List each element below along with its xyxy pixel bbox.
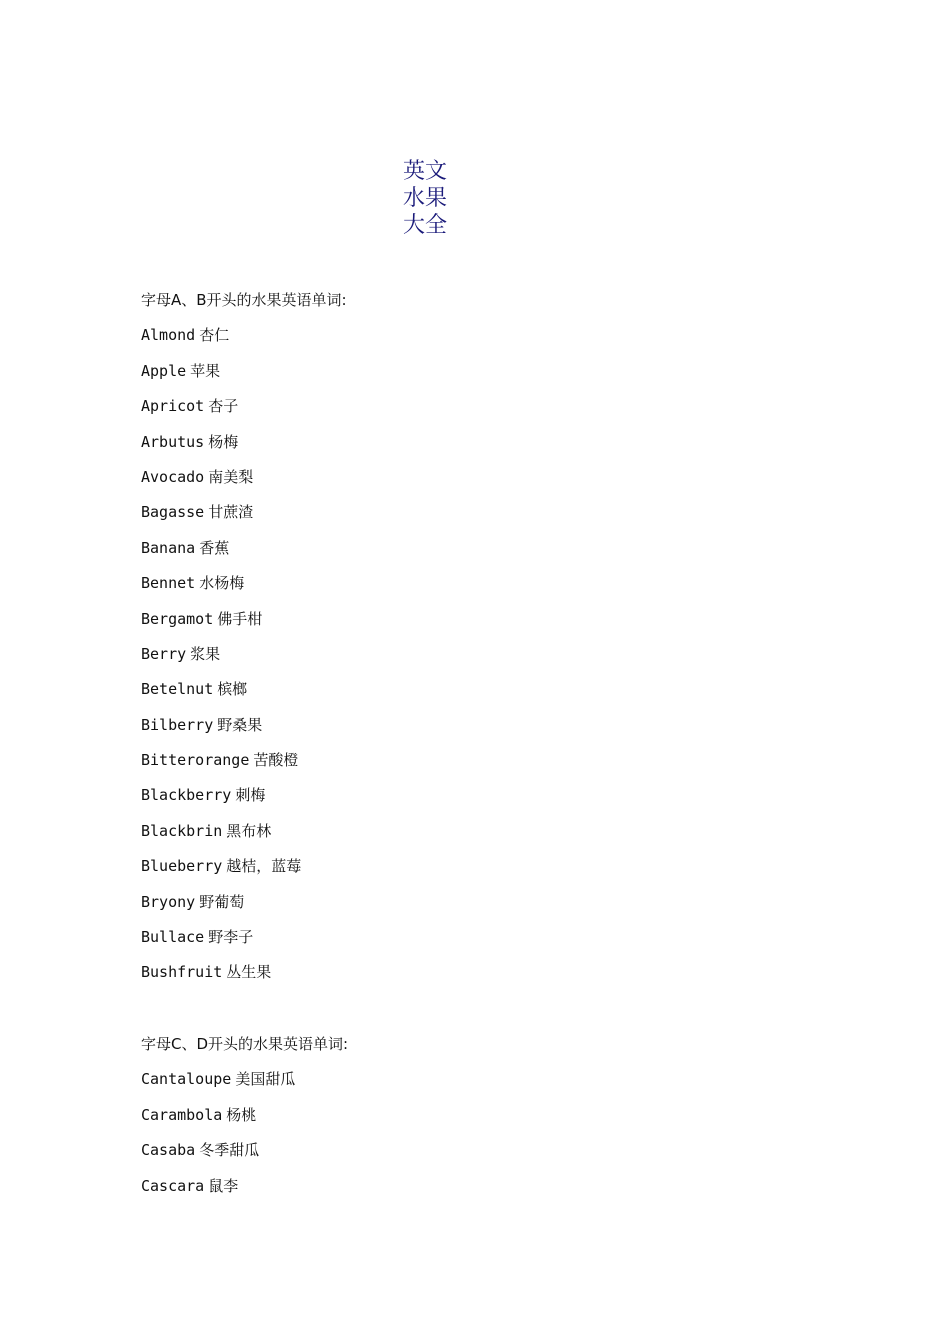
section-heading: 字母C、D开头的水果英语单词: [141, 1035, 349, 1053]
chinese-word: 刺梅 [235, 786, 266, 805]
list-item [141, 1138, 841, 1173]
english-word: Cascara [141, 1176, 205, 1195]
chinese-word: 越桔，蓝莓 [226, 857, 302, 876]
english-word: Bullace [141, 928, 205, 947]
list-item [141, 536, 841, 571]
english-word: Almond [141, 326, 196, 345]
chinese-word: 甘蔗渣 [208, 503, 254, 522]
list-item [141, 394, 841, 429]
list-item [141, 819, 841, 854]
chinese-word: 杨梅 [208, 432, 239, 451]
english-word: Betelnut [141, 680, 214, 699]
list-item [141, 890, 841, 925]
chinese-word: 苹果 [190, 361, 221, 380]
chinese-word: 香蕉 [199, 538, 230, 557]
chinese-word: 苦酸橙 [253, 751, 299, 770]
chinese-word: 水杨梅 [199, 574, 245, 593]
list-item [141, 1103, 841, 1138]
chinese-word: 杏仁 [199, 326, 230, 345]
english-word: Banana [141, 538, 196, 557]
english-word: Apple [141, 361, 187, 380]
chinese-word: 槟榔 [217, 680, 248, 699]
english-word: Bitterorange [141, 751, 250, 770]
english-word: Apricot [141, 397, 205, 416]
english-word: Bryony [141, 892, 196, 911]
english-word: Carambola [141, 1105, 223, 1124]
section-c-d [141, 1032, 841, 1209]
chinese-word: 佛手柑 [217, 609, 263, 628]
list-item [141, 713, 841, 748]
list-item [141, 748, 841, 783]
list-item [141, 430, 841, 465]
chinese-word: 浆果 [190, 644, 221, 663]
list-item [141, 960, 841, 995]
english-word: Avocado [141, 467, 205, 486]
list-item [141, 465, 841, 500]
chinese-word: 黑布林 [226, 821, 272, 840]
english-word: Bagasse [141, 503, 205, 522]
english-word: Arbutus [141, 432, 205, 451]
english-word: Bergamot [141, 609, 214, 628]
list-item [141, 359, 841, 394]
english-word: Blackberry [141, 786, 232, 805]
chinese-word: 野桑果 [217, 715, 263, 734]
english-word: Bennet [141, 574, 196, 593]
list-item [141, 323, 841, 358]
chinese-word: 冬季甜瓜 [199, 1141, 260, 1160]
english-word: Bilberry [141, 715, 214, 734]
english-word: Blackbrin [141, 821, 223, 840]
english-word: Cantaloupe [141, 1070, 232, 1089]
list-item [141, 925, 841, 960]
document-title: 英文水果大全 [403, 159, 448, 238]
list-item [141, 677, 841, 712]
list-item [141, 500, 841, 535]
english-word: Berry [141, 644, 187, 663]
chinese-word: 美国甜瓜 [235, 1070, 296, 1089]
english-word: Blueberry [141, 857, 223, 876]
chinese-word: 杏子 [208, 397, 239, 416]
chinese-word: 南美梨 [208, 467, 254, 486]
section-a-b [141, 288, 841, 996]
list-item [141, 642, 841, 677]
list-item [141, 783, 841, 818]
list-item [141, 607, 841, 642]
chinese-word: 野葡萄 [199, 892, 245, 911]
list-item [141, 854, 841, 889]
section-heading: 字母A、B开头的水果英语单词: [141, 291, 347, 309]
list-item [141, 571, 841, 606]
english-word: Bushfruit [141, 963, 223, 982]
list-item [141, 1067, 841, 1102]
chinese-word: 鼠李 [208, 1176, 239, 1195]
chinese-word: 野李子 [208, 928, 254, 947]
list-item [141, 1174, 841, 1209]
english-word: Casaba [141, 1141, 196, 1160]
chinese-word: 丛生果 [226, 963, 272, 982]
chinese-word: 杨桃 [226, 1105, 257, 1124]
